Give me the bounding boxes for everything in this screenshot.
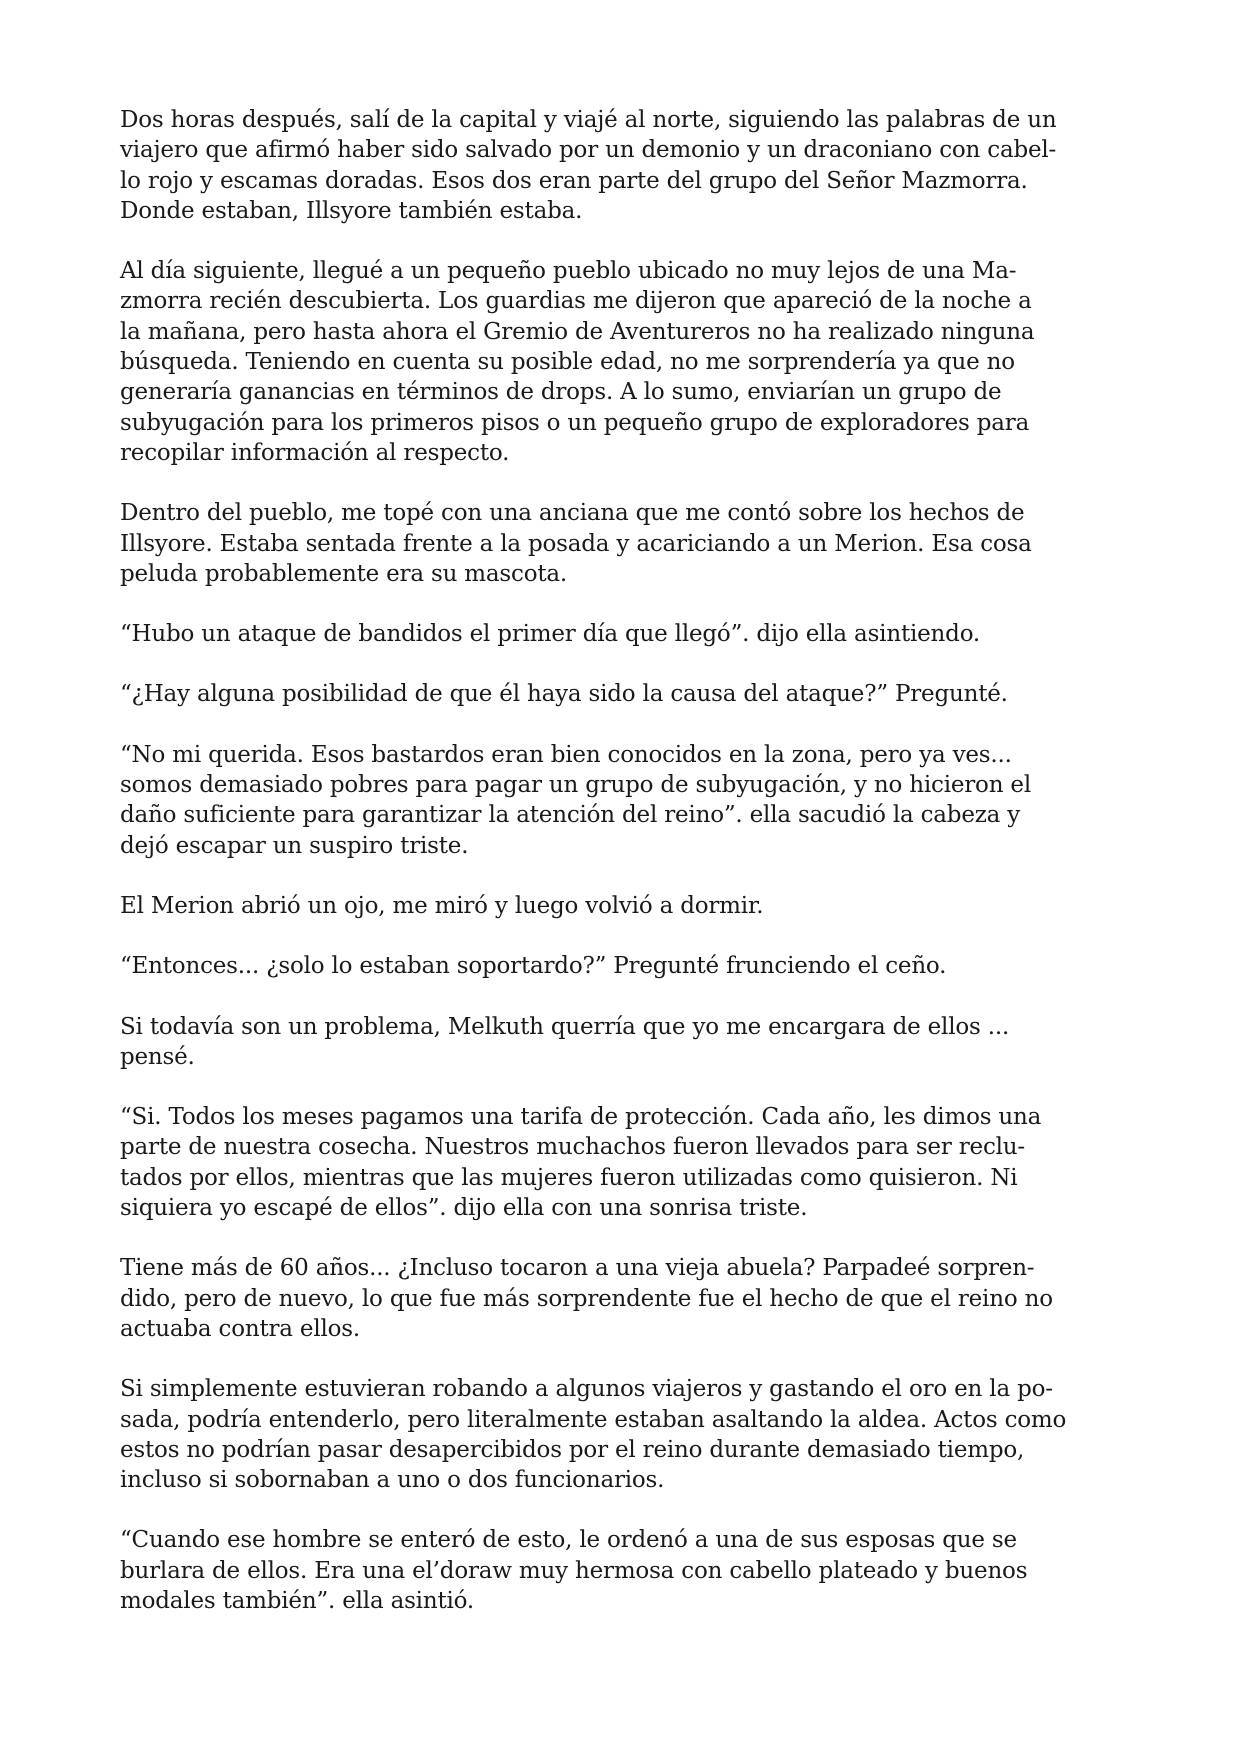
paragraph: “Cuando ese hombre se enteró de esto, le ordenó a una de sus esposas que se burlara de ellos. Era una el’doraw muy hermosa con cabello plateado y buenos modales también”. ella asintió. bbox=[120, 1527, 1028, 1614]
document-page bbox=[120, 105, 1125, 1646]
paragraph: “Si. Todos los meses pagamos una tarifa de protección. Cada año, les dimos una parte de nuestra cosecha. Nuestros muchachos fueron llevados para ser reclu- tados por ellos, mientras que las mujeres fueron utilizadas como quisieron. Ni siquiera yo escapé de ellos”. dijo ella con una sonrisa triste. bbox=[120, 1104, 1042, 1222]
paragraph: Tiene más de 60 años... ¿Incluso tocaron a una vieja abuela? Parpadeé sorpren- dido, pero de nuevo, lo que fue más sorprendente fue el hecho de que el reino no actuaba contra ellos. bbox=[120, 1255, 1053, 1342]
paragraph: Al día siguiente, llegué a un pequeño pueblo ubicado no muy lejos de una Ma- zmorra recién descubierta. Los guardias me dijeron que apareció de la noche a la mañana, pero hasta ahora el Gremio de Aventureros no ha realizado ninguna búsqueda. Teniendo en cuenta su posible edad, no me sorprendería ya que no generaría ganancias en términos de drops. A lo sumo, enviarían un grupo de subyugación para los primeros pisos o un pequeño grupo de exploradores para recopilar información al respecto. bbox=[120, 258, 1035, 466]
paragraph: El Merion abrió un ojo, me miró y luego volvió a dormir. bbox=[120, 892, 764, 919]
paragraph: Si todavía son un problema, Melkuth querría que yo me encargara de ellos ... pensé. bbox=[120, 1013, 1010, 1070]
paragraph: Dentro del pueblo, me topé con una anciana que me contó sobre los hechos de Illsyore. Estaba sentada frente a la posada y acariciando a un Merion. Esa cosa peluda probablemente era su mascota. bbox=[120, 500, 1032, 587]
paragraph: Dos horas después, salí de la capital y viajé al norte, siguiendo las palabras de un viajero que afirmó haber sido salvado por un demonio y un draconiano con cabel- lo rojo y escamas doradas. Esos dos eran parte del grupo del Señor Mazmorra. Donde estaban, Illsyore también estaba. bbox=[120, 107, 1057, 224]
paragraph: Si simplemente estuvieran robando a algunos viajeros y gastando el oro en la po- sada, podría entenderlo, pero literalmente estaban asaltando la aldea. Actos como estos no podrían pasar desapercibidos por el reino durante demasiado tiempo, incluso si sobornaban a uno o dos funcionarios. bbox=[120, 1376, 1067, 1494]
paragraph: “No mi querida. Esos bastardos eran bien conocidos en la zona, pero ya ves... somos demasiado pobres para pagar un grupo de subyugación, y no hicieron el daño suficiente para garantizar la atención del reino”. ella sacudió la cabeza y dejó escapar un suspiro triste. bbox=[120, 741, 1031, 859]
paragraph: “Hubo un ataque de bandidos el primer día que llegó”. dijo ella asintiendo. bbox=[120, 621, 981, 648]
paragraph: “¿Hay alguna posibilidad de que él haya sido la causa del ataque?” Pregunté. bbox=[120, 681, 1008, 708]
paragraph: “Entonces... ¿solo lo estaban soportardo?” Pregunté frunciendo el ceño. bbox=[120, 953, 947, 980]
